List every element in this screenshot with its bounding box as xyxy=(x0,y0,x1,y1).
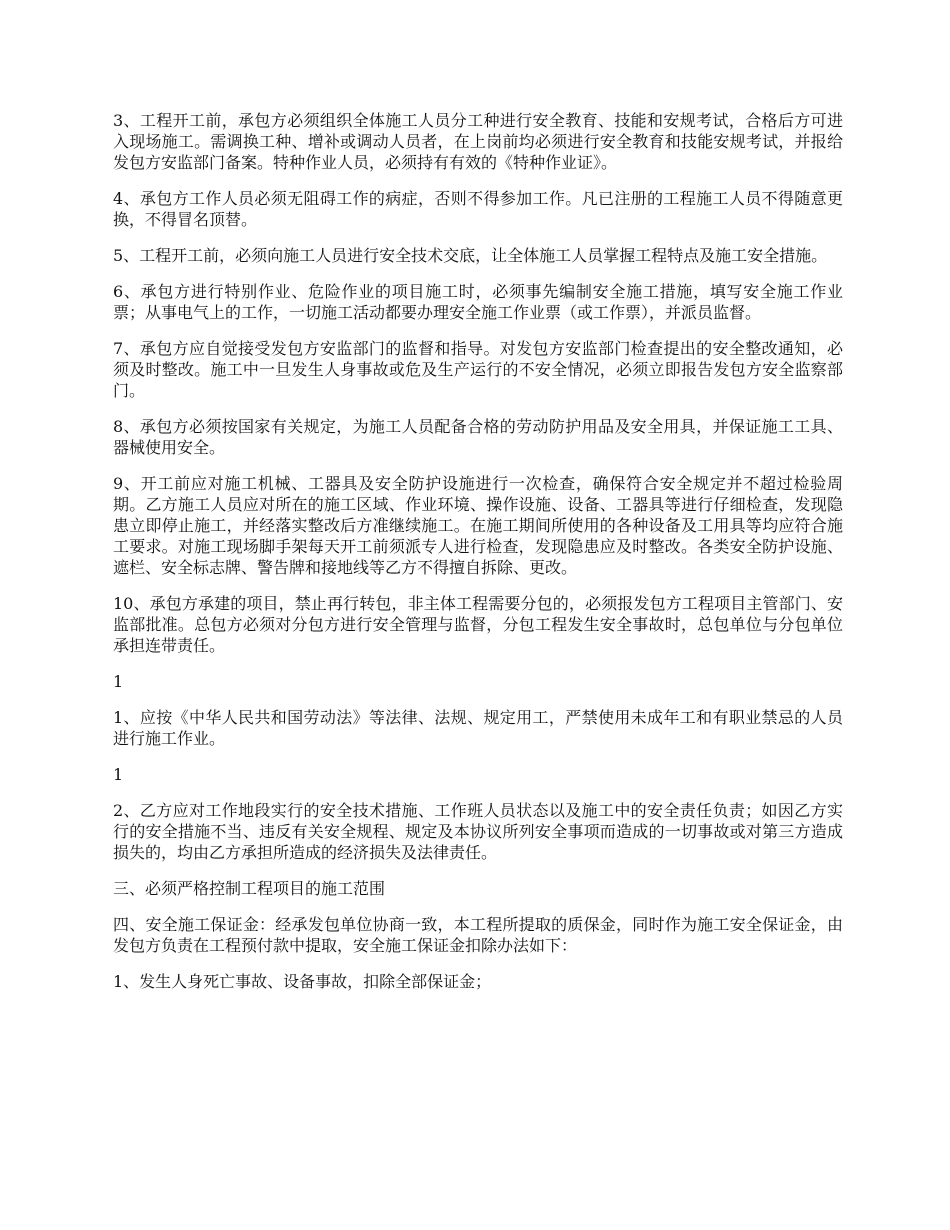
clause-3-paragraph: 3、工程开工前，承包方必须组织全体施工人员分工种进行安全教育、技能和安规考试，合格后方可进入现场施工。需调换工种、增补或调动人员者，在上岗前均必须进行安全教育和技能安规考试，并报给发包方安监部门备案。特种作业人员，必须持有有效的《特种作业证》。 xyxy=(113,111,843,172)
clause-7-paragraph: 7、承包方应自觉接受发包方安监部门的监督和指导。对发包方安监部门检查提出的安全整改通知，必须及时整改。施工中一旦发生人身事故或危及生产运行的不安全情况，必须立即报告发包方安全监察部门。 xyxy=(113,339,843,400)
responsibility-paragraph: 2、乙方应对工作地段实行的安全技术措施、工作班人员状态以及施工中的安全责任负责；如因乙方实行的安全措施不当、违反有关安全规程、规定及本协议所列安全事项而造成的一切事故或对第三方造成损失的，均由乙方承担所造成的经济损失及法律责任。 xyxy=(113,801,843,862)
deduction-item-1-paragraph: 1、发生人身死亡事故、设备事故，扣除全部保证金； xyxy=(113,972,492,991)
clause-4-paragraph: 4、承包方工作人员必须无阻碍工作的病症，否则不得参加工作。凡已注册的工程施工人员不得随意更换，不得冒名顶替。 xyxy=(113,189,843,229)
number-marker: 1 xyxy=(113,672,124,691)
labor-law-paragraph: 1、应按《中华人民共和国劳动法》等法律、法规、规定用工，严禁使用未成年工和有职业禁忌的人员进行施工作业。 xyxy=(113,708,843,748)
clause-6-paragraph: 6、承包方进行特别作业、危险作业的项目施工时，必须事先编制安全施工措施，填写安全施工作业票；从事电气上的工作，一切施工活动都要办理安全施工作业票（或工作票），并派员监督。 xyxy=(113,282,843,322)
clause-8-paragraph: 8、承包方必须按国家有关规定，为施工人员配备合格的劳动防护用品及安全用具，并保证施工工具、器械使用安全。 xyxy=(113,417,843,457)
clause-5-paragraph: 5、工程开工前，必须向施工人员进行安全技术交底，让全体施工人员掌握工程特点及施工安全措施。 xyxy=(113,246,828,265)
number-marker: 1 xyxy=(113,765,124,784)
clause-9-paragraph: 9、开工前应对施工机械、工器具及安全防护设施进行一次检查，确保符合安全规定并不超过检验周期。乙方施工人员应对所在的施工区域、作业环境、操作设施、设备、工器具等进行仔细检查，发现隐患立即停止施工，并经落实整改后方准继续施工。在施工期间所使用的各种设备及工用具等均应符合施工要求。对施工现场脚手架每天开工前须派专人进行检查，发现隐患应及时整改。各类安全防护设施、遮栏、安全标志牌、警告牌和接地线等乙方不得擅自拆除、更改。 xyxy=(113,474,843,577)
clause-10-paragraph: 10、承包方承建的项目，禁止再行转包，非主体工程需要分包的，必须报发包方工程项目主管部门、安监部批准。总包方必须对分包方进行安全管理与监督，分包工程发生安全事故时，总包单位与分包单位承担连带责任。 xyxy=(113,594,843,655)
section-three-heading: 三、必须严格控制工程项目的施工范围 xyxy=(113,879,386,898)
document-page xyxy=(113,110,843,1007)
section-four-paragraph: 四、安全施工保证金：经承发包单位协商一致，本工程所提取的质保金，同时作为施工安全保证金，由发包方负责在工程预付款中提取，安全施工保证金扣除办法如下： xyxy=(113,915,843,955)
